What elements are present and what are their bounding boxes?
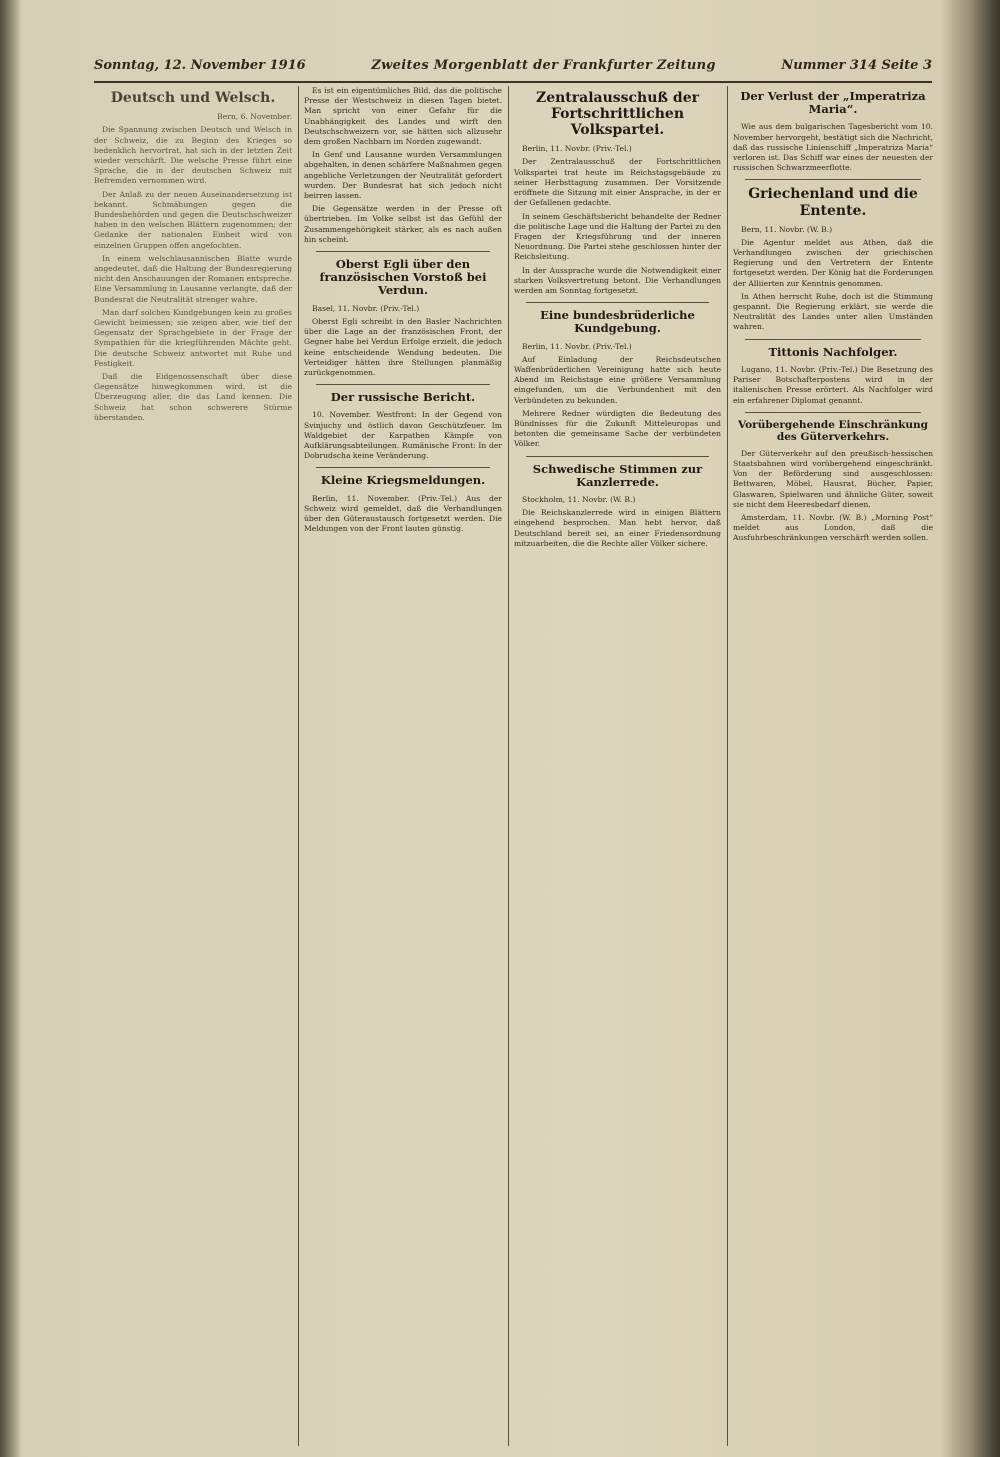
paragraph: In seinem Geschäftsbericht behandelte der Redner die politische Lage und die Haltung der Partei zu den Fragen der Kriegsführung und der inneren Neuordnung. Die Partei stehe geschlossen hinter der Reichsleitung. — [514, 211, 721, 262]
paragraph: Wie aus dem bulgarischen Tagesbericht vom 10. November hervorgeht, bestätigt sich die Nachricht, daß das russische Linienschiff „Imperatriza Maria“ verloren ist. Das Schiff war eines der neuesten der russischen Schwarzmeerflotte. — [733, 122, 933, 173]
masthead-rule — [94, 81, 932, 83]
column-3 — [514, 86, 721, 1446]
paragraph: Man darf solchen Kundgebungen kein zu großes Gewicht beimessen; sie zeigen aber, wie tief der Gegensatz der Sprachgebiete in der Frage der Sympathien für die kriegführenden Mächte geht. Die deutsche Schweiz antwortet mit Ruhe und Festigkeit. — [94, 307, 292, 368]
column-divider-2 — [508, 86, 509, 1446]
paragraph: In der Aussprache wurde die Notwendigkeit einer starken Volksvertretung betont. Die Verhandlungen werden am Sonntag fortgesetzt. — [514, 265, 721, 295]
headline-kleine-kriegsmeldungen: Kleine Kriegsmeldungen. — [320, 473, 486, 488]
paragraph: 10. November. Westfront: In der Gegend von Svinjuchy und östlich davon Geschützfeuer. Im Waldgebiet der Karpathen Kämpfe von Aufklärungsabteilungen. Rumänische Front: In der Dobrudscha keine Veränderung. — [304, 410, 502, 461]
masthead-date: Sonntag, 12. November 1916 — [94, 58, 306, 73]
headline-schwedische-stimmen: Schwedische Stimmen zur Kanzlerrede. — [532, 461, 703, 489]
headline-oberst-egli: Oberst Egli über den französischen Vorstoß bei Verdun. — [319, 257, 487, 298]
masthead — [94, 58, 932, 80]
paragraph: Der Zentralausschuß der Fortschrittlichen Volkspartei trat heute im Reichstagsgebäude zu seiner Herbsttagung zusammen. Der Vorsitzende eröffnete die Sitzung mit einer Ansprache, in der er der Gefallenen gedachte. — [514, 157, 721, 208]
dateline: Bern, 6. November. — [217, 112, 292, 122]
dateline: Berlin, 11. Novbr. (Priv.-Tel.) — [522, 144, 632, 154]
dateline: Stockholm, 11. Novbr. (W. B.) — [522, 495, 636, 505]
paragraph: Berlin, 11. November. (Priv.-Tel.) Aus der Schweiz wird gemeldet, daß die Verhandlungen über den Güteraustausch fortgesetzt werden. Die Meldungen von der Front lauten günstig. — [304, 493, 502, 534]
separator — [745, 179, 921, 180]
paragraph: Amsterdam, 11. Novbr. (W. B.) „Morning Post“ meldet aus London, daß die Ausfuhrbeschränkungen verschärft werden sollen. — [733, 513, 933, 543]
headline-deutsch-welsch: Deutsch und Welsch. — [110, 90, 276, 106]
paragraph: Es ist ein eigentümliches Bild, das die politische Presse der Westschweiz in diesen Tagen bietet. Man spricht von einer Gefahr für die Unabhängigkeit des Landes und wirft den Deutschschweizern vor, sie hätten sich allzusehr dem großen Nachbarn im Norden zugewandt. — [304, 86, 502, 147]
headline-imperatriza-maria: Der Verlust der „Imperatriza Maria“. — [740, 89, 926, 117]
separator — [316, 467, 490, 468]
separator — [745, 412, 921, 413]
page-binding-shadow — [940, 0, 1000, 1457]
separator — [526, 456, 709, 457]
column-divider-3 — [727, 86, 728, 1446]
paragraph: Die Agentur meldet aus Athen, daß die Verhandlungen zwischen der griechischen Regierung und den Vertretern der Entente fortgesetzt werden. Der König hat die Forderungen der Alliierten zur Kenntnis genommen. — [733, 237, 933, 288]
page-left-edge — [0, 0, 22, 1457]
paragraph: In einem welschlausannischen Blatte wurde angedeutet, daß die Haltung der Bundesregierung nicht den Anschauungen der Romanen entspreche. Eine Versammlung in Lausanne verlangte, daß der Bundesrat die Neutralität strenger wahre. — [94, 253, 292, 304]
dateline: Berlin, 11. Novbr. (Priv.-Tel.) — [522, 341, 632, 351]
separator — [316, 251, 490, 252]
paragraph: Die Spannung zwischen Deutsch und Welsch in der Schweiz, die zu Beginn des Krieges so bedenklich hervortrat, hat sich in der letzten Zeit wieder verschärft. Die welsche Presse führt eine Sprache, die in der deutschen Schweiz mit Befremden vernommen wird. — [94, 125, 292, 186]
paragraph: Oberst Egli schreibt in den Basler Nachrichten über die Lage an der französischen Front, der Gegner habe bei Verdun Erfolge erzielt, die jedoch keine entscheidende Wendung bedeuten. Die Verteidiger hätten ihre Stellungen planmäßig zurückgenommen. — [304, 316, 502, 377]
headline-griechenland-entente: Griechenland und die Entente. — [748, 186, 918, 219]
paragraph: Die Reichskanzlerrede wird in einigen Blättern eingehend besprochen. Man hebt hervor, daß Deutschland bereit sei, an einer Friedensordnung mitzuarbeiten, die die Rechte aller Völker sichere. — [514, 508, 721, 548]
paragraph: Die Gegensätze werden in der Presse oft übertrieben. Im Volke selbst ist das Gefühl der Zusammengehörigkeit stärker, als es nach außen hin scheint. — [304, 204, 502, 244]
paragraph: In Athen herrscht Ruhe, doch ist die Stimmung gespannt. Die Regierung erklärt, sie werde die Neutralität des Landes unter allen Umständen wahren. — [733, 291, 933, 332]
headline-gueterverkehr: Vorübergehende Einschränkung des Güterverkehrs. — [738, 418, 928, 443]
headline-zentralausschuss: Zentralausschuß der Fortschrittlichen Volkspartei. — [535, 90, 700, 139]
column-divider-1 — [298, 86, 299, 1446]
paragraph: Der Güterverkehr auf den preußisch-hessischen Staatsbahnen wird vorübergehend eingeschränkt. Von der Beförderung sind ausgeschlossen: Bettwaren, Möbel, Hausrat, Bücher, Papier, Glaswaren, Spielwaren und ähnliche Güter, soweit sie nicht dem Heeresbedarf dienen. — [733, 448, 933, 509]
separator — [745, 339, 921, 340]
headline-russischer-bericht: Der russische Bericht. — [330, 390, 476, 405]
paragraph: Mehrere Redner würdigten die Bedeutung des Bündnisses für die Zukunft Mitteleuropas und betonten die gemeinsame Sache der verbündeten Völker. — [514, 408, 721, 449]
masthead-title: Zweites Morgenblatt der Frankfurter Zeitung — [371, 58, 716, 73]
column-4 — [733, 86, 933, 1446]
paragraph: In Genf und Lausanne wurden Versammlungen abgehalten, in denen schärfere Maßnahmen gegen angebliche Verletzungen der Neutralität gefordert wurden. Der Bundesrat hat sich jedoch nicht beirren lassen. — [304, 150, 502, 201]
separator — [316, 384, 490, 385]
masthead-page: Nummer 314 Seite 3 — [781, 58, 932, 73]
dateline: Basel, 11. Novbr. (Priv.-Tel.) — [312, 303, 420, 313]
paragraph: Der Anlaß zu der neuen Auseinandersetzung ist bekannt. Schmähungen gegen die Bundesbehörden und gegen die Deutschschweizer haben in den welschen Blättern zugenommen; der Gedanke der nationalen Einheit wird von einzelnen Gruppen offen angefochten. — [94, 189, 292, 250]
paragraph: Lugano, 11. Novbr. (Priv.-Tel.) Die Besetzung des Pariser Botschafterpostens wird in der italienischen Presse erörtert. Als Nachfolger wird ein erfahrener Diplomat genannt. — [733, 364, 933, 405]
headline-tittonis-nachfolger: Tittonis Nachfolger. — [768, 344, 898, 359]
paragraph: Auf Einladung der Reichsdeutschen Waffenbrüderlichen Vereinigung hatte sich heute Abend im Reichstage eine größere Versammlung eingefunden, um die Verbundenheit mit den Verbündeten zu bekunden. — [514, 354, 721, 405]
paragraph: Daß die Eidgenossenschaft über diese Gegensätze hinwegkommen wird, ist die Überzeugung aller, die das Land kennen. Die Schweiz hat schon schwerere Stürme überstanden. — [94, 371, 292, 422]
column-2 — [304, 86, 502, 1446]
column-1 — [94, 86, 292, 1446]
separator — [526, 302, 709, 303]
dateline: Bern, 11. Novbr. (W. B.) — [741, 224, 833, 234]
headline-bundesbruederliche-kundgebung: Eine bundesbrüderliche Kundgebung. — [540, 308, 695, 336]
